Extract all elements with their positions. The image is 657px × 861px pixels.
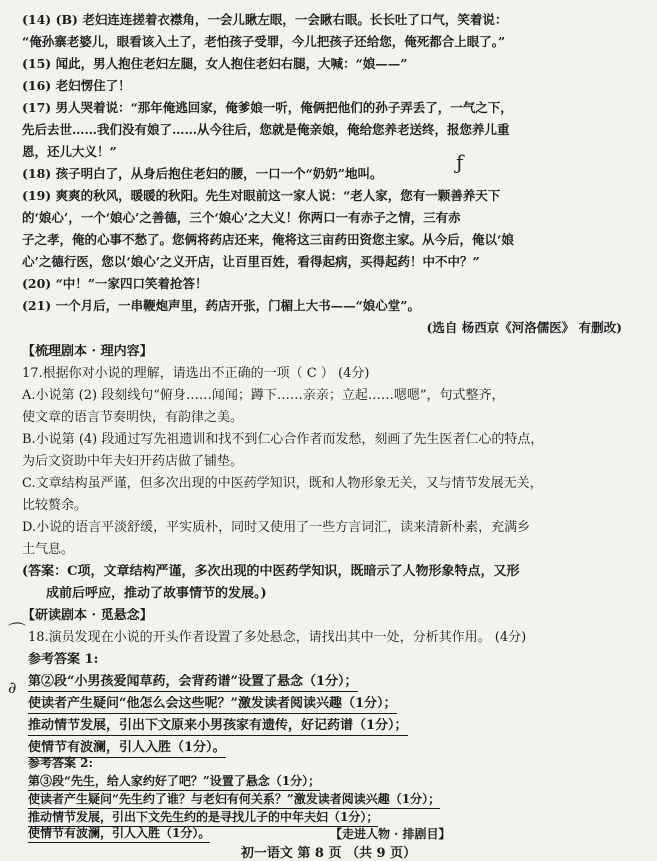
story-line: (20) “中！”一家四口笑着抢答！ [22,276,208,291]
question-17: 17.根据你对小说的理解，请选出不正确的一项（ C ） (4分) [22,366,370,381]
option-c: C.文章结构虽严谨，但多次出现的中医药学知识，既和人物形象无关，又与情节发展无关， [22,476,543,491]
option-b: B.小说第 (4) 段通过写先祖遗训和找不到仁心合作者而发愁，刻画了先生医者仁心的特点， [22,432,544,447]
section-heading: 【梳理剧本 · 理内容】 [22,344,153,359]
section-heading: 【研读剧本 · 觅悬念】 [22,608,153,623]
reference-answer-title: 参考答案 1: [28,652,99,667]
answer-text: 使读者产生疑问“先生约了谁？与老妇有何关系？”激发读者阅读兴趣（1分）； [28,792,440,809]
answer-line [28,826,328,843]
story-line: 子之孝，俺的心事不愁了。您俩将药店还来，俺将这三亩药田资您主家。从今后，俺以‘娘 [22,232,514,247]
answer-line [28,718,648,736]
story-line: 心’之德行医，您以‘娘心’之义开店，让百里百姓，看得起病，买得起药！中不中？” [22,254,480,269]
option-d: D.小说的语言平淡舒缓，平实质朴，同时又使用了一些方言词汇，读来清新朴素，充满乡 [22,520,531,535]
answer-line [28,696,648,714]
answer-text: 推动情节发展，引出下文先生约的是寻找儿子的中年夫妇（1分）； [28,810,378,827]
story-line: (21) 一个月后，一串鞭炮声里，药店开张，门楣上大书——“娘心堂”。 [22,298,420,313]
option-d-cont: 土气息。 [22,542,75,557]
answer-17: (答案：C项，文章结构严谨，多次出现的中医药学知识，既暗示了人物形象特点，又形 [22,564,520,579]
reference-answer-title: 参考答案 2: [28,756,93,770]
answer-line [28,774,648,791]
answer-line [28,792,648,809]
answer-17-cont: 成前后呼应，推动了故事情节的发展。) [46,586,267,601]
answer-text: 使情节有波澜，引人入胜（1分）。 [28,826,210,843]
source-citation: (选自 杨西京《河洛儒医》 有删改) [426,320,622,335]
answer-text: 推动情节发展，引出下文原来小男孩家有遗传，好记药谱（1分）； [28,718,408,736]
answer-text: 第③段“先生，给人家约好了吧？”设置了悬念（1分）； [28,774,320,791]
handwritten-mark: ⌒ [8,622,26,643]
story-line: 的‘娘心’，一个‘娘心’之善德，三个‘娘心’之大义！你两口一有赤子之情，三有赤 [22,210,461,225]
page-footer: 初一语文 第 8 页 （共 9 页） [240,846,417,861]
answer-text: 第②段“小男孩爱闻草药，会背药谱”设置了悬念（1分）； [28,674,358,692]
question-18: 18.演员发现在小说的开头作者设置了多处悬念，请找出其中一处，分析其作用。 (4分) [28,630,527,645]
section-heading: 【走进人物 · 排剧目】 [330,827,451,841]
option-a: A.小说第 (2) 段刻线句“俯身……闻闻；蹲下……亲亲；立起……嗯嗯”，句式整齐， [22,388,505,403]
handwritten-mark: ∂ [8,678,17,697]
option-a-cont: 使文章的语言节奏明快，有韵律之美。 [22,410,244,425]
story-line: (17) 男人哭着说：“那年俺逃回家，俺爹娘一听，俺俩把他们的孙子弄丢了，一气之下， [22,100,513,115]
story-line: (15) 闻此，男人抱住老妇左腿，女人抱住老妇右腿，大喊：“娘——” [22,56,408,71]
story-line: (14) (B) 老妇连连搓着衣襟角，一会儿瞅左眼，一会瞅右眼。长长吐了口气，笑着说： [22,12,508,27]
answer-text: 使读者产生疑问“他怎么会这些呢？”激发读者阅读兴趣（1分）； [28,696,397,714]
handwritten-mark: ƒ [456,150,464,174]
story-line: (16) 老妇愣住了！ [22,78,131,93]
story-line: 先后去世……我们没有娘了……从今往后，您就是俺亲娘，俺给您养老送终，报您养儿重 [22,122,510,137]
answer-line [28,810,648,827]
answer-line [28,674,648,692]
answer-text: 使情节有波澜，引人入胜（1分）。 [28,740,226,758]
option-c-cont: 比较赘余。 [22,498,88,513]
story-line: “俺孙寨老婆儿，眼看该入土了，老怕孩子受罪，今儿把孩子还给您，俺死都合上眼了。” [22,34,506,49]
story-line: (19) 爽爽的秋风，暖暖的秋阳。先生对眼前这一家人说：“老人家，您有一颗善养天下 [22,188,501,203]
story-line: 恩，还儿大义！” [22,144,117,159]
story-line: (18) 孩子明白了，从身后抱住老妇的腰，一口一个“奶奶”地叫。 [22,166,383,181]
option-b-cont: 为后文资助中年夫妇开药店做了铺垫。 [22,454,244,469]
